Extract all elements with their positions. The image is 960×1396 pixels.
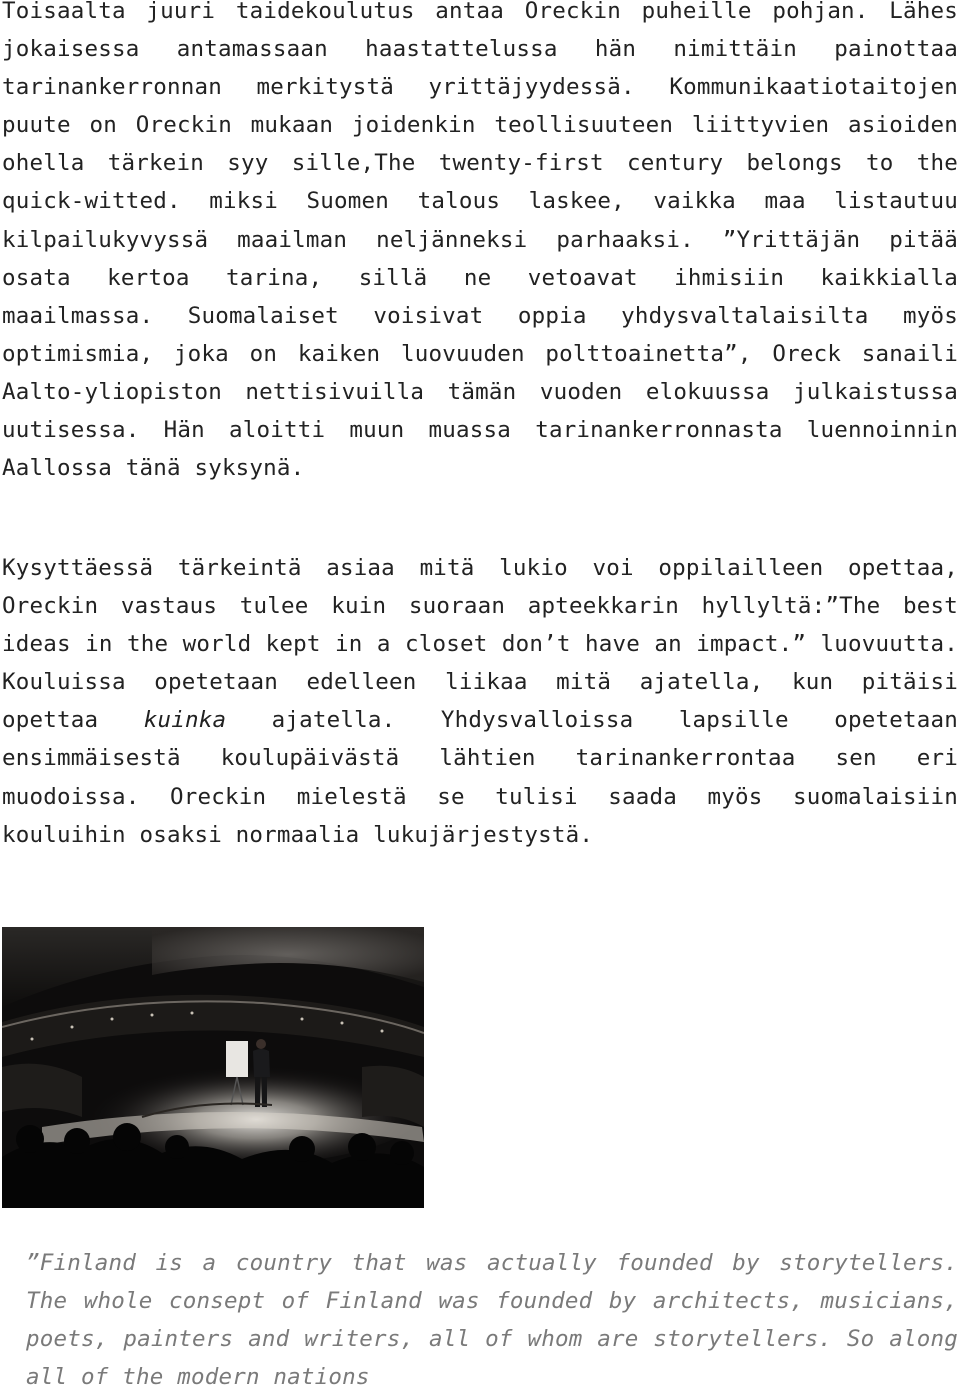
article-paragraph-2 (2, 549, 958, 854)
lecture-photo (2, 927, 424, 1208)
paragraph-2-emphasis: kuinka (143, 707, 227, 734)
article-paragraph-1 (2, 0, 958, 487)
lecture-hall-image (2, 927, 424, 1208)
paragraph-2-text-end: ajatella. Yhdysvalloissa lapsille opetetaan ensimmäisestä koulupäivästä lähtien tarinankerrontaa sen eri muodoissa. Oreckin mielestä se tulisi saada myös suomalaisiin kouluihin osaksi normaalia lukujärjestystä. (2, 707, 958, 848)
paragraph-1-text: Toisaalta juuri taidekoulutus antaa Oreckin puheille pohjan. Lähes jokaisessa antamassaan haastattelussa hän nimittäin painottaa tarinankerronnan merkitystä yrittäjyydessä. Kommunikaatiotaitojen puute on Oreckin mukaan joidenkin teollisuuteen liittyvien asioiden ohella tärkein syy sille,The twenty-first century belongs to the quick-witted. miksi Suomen talous laskee, vaikka maa listautuu kilpailukyvyssä maailman neljänneksi parhaaksi. ”Yrittäjän pitää osata kertoa tarina, sillä ne vetoavat ihmisiin kaikkialla maailmassa. Suomalaiset voisivat oppia yhdysvaltalaisilta myös optimismia, joka on kaiken luovuuden polttoainetta”, Oreck sanaili Aalto-yliopiston nettisivuilla tämän vuoden elokuussa julkaistussa uutisessa. Hän aloitti muun muassa tarinankerronnasta luennoinnin Aallossa tänä syksynä. (2, 0, 958, 482)
pull-quote: ”Finland is a country that was actually founded by storytellers. The whole consept of Finland was founded by architects, musicians, poets, painters and writers, all of whom are storytellers. So along all of the modern nations (26, 1250, 958, 1391)
quote-bar (2, 1240, 8, 1392)
paragraph-2-text-start: Kysyttäessä tärkeintä asiaa mitä lukio voi oppilailleen opettaa, Oreckin vastaus tulee kuin suoraan apteekkarin hyllyltä:”The best ideas in the world kept in a closet don’t have an impact.” luovuutta. Kouluissa opetetaan edelleen liikaa mitä ajatella, kun pitäisi opettaa (2, 555, 958, 734)
